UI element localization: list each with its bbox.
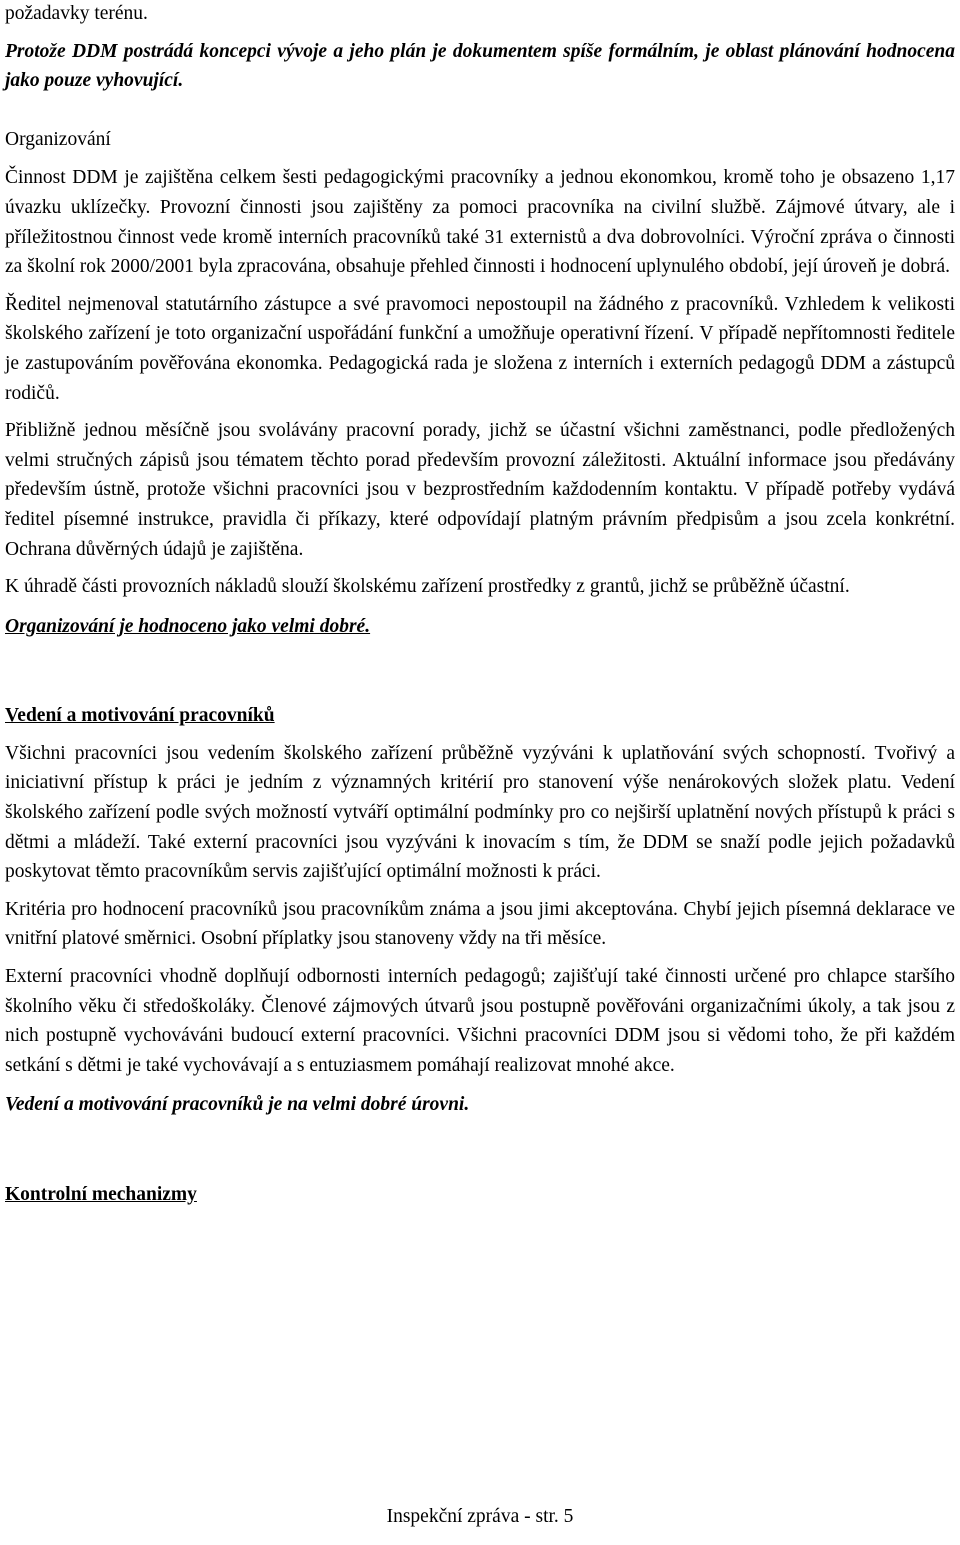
paragraph: Externí pracovníci vhodně doplňují odbornosti interních pedagogů; zajišťují také činnosti určené pro chlapce staršího školního věku či středoškoláky. Členové zájmových útvarů jsou postupně pověřováni organizačními úkoly, a tak jsou z nich postupně vychováváni budoucí externí pracovníci. Všichni pracovníci DDM jsou si vědomi toho, že při každém setkání s dětmi je také vychovávají a s entuziasmem pomáhají realizovat mnohé akce. [5, 966, 955, 1076]
paragraph: Všichni pracovníci jsou vedením školského zařízení průběžně vyzýváni k uplatňování svých schopností. Tvořivý a iniciativní přístup k práci je jedním z významných kritérií pro stanovení výše nenárokových složek platu. Vedení školského zařízení podle svých možností vytváří optimální podmínky pro co nejširší uplatnění nových přístupů k práci s dětmi a mládeží. Také externí pracovníci jsou vyzýváni k inovacím s tím, že DDM se snaží podle jejich požadavků poskytovat těmto pracovníkům servis zajišťující optimální možnosti k práci. [5, 742, 955, 883]
leadership-conclusion: Vedení a motivování pracovníků je na velmi dobré úrovni. [5, 1094, 470, 1116]
planning-conclusion: Protože DDM postrádá koncepci vývoje a jeho plán je dokumentem spíše formálním, je oblast plánování hodnocena jako pouze vyhovující. [5, 40, 955, 92]
paragraph: K úhradě části provozních nákladů slouží školskému zařízení prostředky z grantů, jichž se průběžně účastní. [5, 576, 850, 598]
section-heading-kontrolni: Kontrolní mechanizmy [5, 1184, 197, 1205]
document-page [5, 0, 955, 1210]
paragraph: Kritéria pro hodnocení pracovníků jsou pracovníkům známa a jsou jimi akceptována. Chybí jejich písemná deklarace ve vnitřní platové směrnici. Osobní příplatky jsou stanoveny vždy na tři měsíce. [5, 898, 955, 950]
paragraph: Přibližně jednou měsíčně jsou svolávány pracovní porady, jichž se účastní všichni zaměstnanci, podle předložených velmi stručných zápisů jsou tématem těchto porad především provozní záležitosti. Aktuální informace jsou předávány především ústně, protože všichni pracovníci jsou v bezprostředním každodenním kontaktu. V případě potřeby vydává ředitel písemné instrukce, pravidla či příkazy, které odpovídají platným právním předpisům a jsou zcela konkrétní. Ochrana důvěrných údajů je zajištěna. [5, 420, 955, 560]
section-heading-vedeni: Vedení a motivování pracovníků [5, 705, 275, 727]
paragraph: Činnost DDM je zajištěna celkem šesti pedagogickými pracovníky a jednou ekonomkou, kromě toho je obsazeno 1,17 úvazku uklízečky. Provozní činnosti jsou zajištěny za pomoci pracovníka na civilní službě. Zájmové útvary, ale i příležitostnou činnost vede kromě interních pracovníků také 31 externistů a dva dobrovolníci. Výroční zpráva o činnosti za školní rok 2000/2001 byla zpracována, obsahuje přehled činnosti i hodnocení uplynulého období, její úroveň je dobrá. [5, 167, 955, 278]
page-footer: Inspekční zpráva - str. 5 [386, 1506, 574, 1527]
paragraph: požadavky terénu. [5, 3, 148, 24]
section-heading-organizovani: Organizování [5, 128, 111, 150]
paragraph: Ředitel nejmenoval statutárního zástupce a své pravomoci nepostoupil na žádného z pracovníků. Vzhledem k velikosti školského zařízení je toto organizační uspořádání funkční a umožňuje operativní řízení. V případě nepřítomnosti ředitele je zastupováním pověřována ekonomka. Pedagogická rada je složena z interních i externích pedagogů DDM a zástupců rodičů. [5, 293, 955, 404]
organizing-conclusion: Organizování je hodnoceno jako velmi dobré. [5, 615, 371, 637]
